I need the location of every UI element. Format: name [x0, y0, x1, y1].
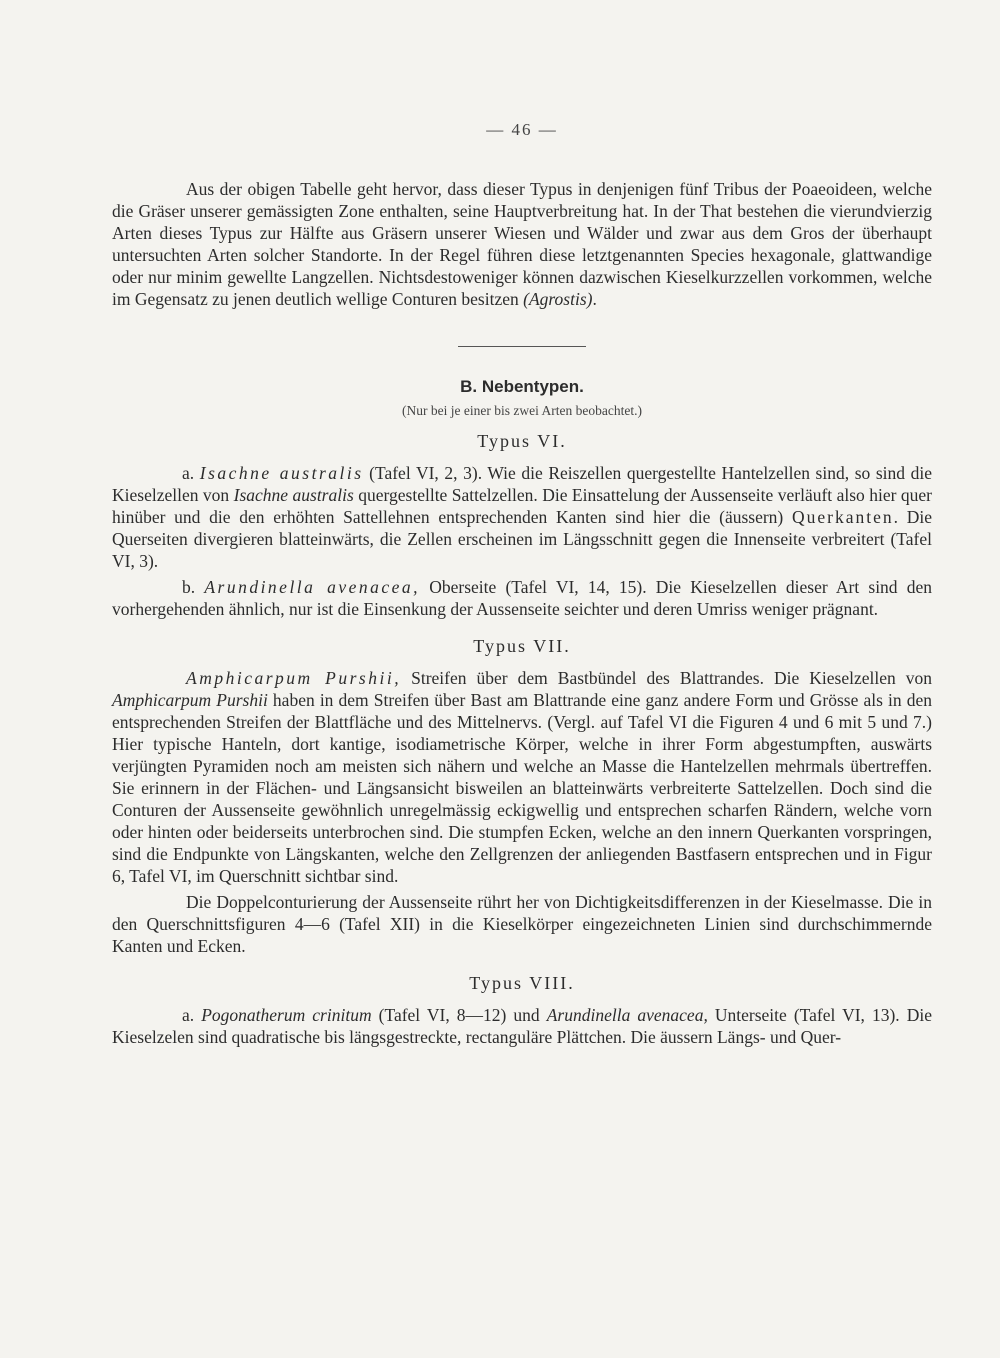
typus-6-a-spaced-term: Querkanten — [791, 507, 894, 527]
typus-6-b-species: Arundinella avenacea, — [204, 577, 421, 597]
typus-7-species: Amphicarpum Purshii, — [186, 668, 402, 688]
section-note: (Nur bei je einer bis zwei Arten beobachtet.) — [402, 403, 642, 418]
typus-6-b-text-1: Oberseite (Tafel VI, 14, 15). Die Kieselzellen dieser Art sind den vorhergehenden ähnlich, nur ist die Einsenkung der Aussenseite seichter und deren Umriss weniger prägnant. — [112, 577, 933, 619]
typus-6-a-species-italic: Isachne australis — [233, 485, 354, 505]
typus-7-text-2: haben in dem Streifen über Bast am Blattrande eine ganz andere Form und Grösse als in den entsprechenden Streifen der Blattfläche und des Mittelnervs. (Vergl. auf Tafel VI die Figuren 4 und 6 mit 5 und 7.) Hier typische Hanteln, dort kantige, isodiametrische Körper, welche in ihrer Form abgestumpften, auswärts verjüngten Pyramiden noch am meisten sich nähern und welche an Masse die Hantelzellen mehrmals übertreffen. Sie erinnern in der Flächen- und Längsansicht bisweilen an blatteinwärts verbreiterte Sattelzellen. Doch sind die Conturen der Aussenseite gewöhnlich unregelmässig eckigwellig und entsprechen scharfen Rändern, welche vorn oder hinten oder beiderseits unterbrochen sind. Die stumpfen Ecken, welche an den innern Querkanten vorspringen, sind die Endpunkte von Längskanten, welche den Zellgrenzen der anliegenden Bastfasern entsprechen und in Figur 6, Tafel VI, im Querschnitt sichtbar sind. — [112, 690, 932, 886]
section-title: B. Nebentypen. — [460, 377, 584, 396]
intro-genus: (Agrostis) — [523, 289, 593, 309]
intro-text: Aus der obigen Tabelle geht hervor, dass dieser Typus in denjenigen fünf Tribus der Poaeoideen, welche die Gräser unserer gemässigten Zone enthalten, seine Hauptverbreitung hat. In der That bestehen die vierundvierzig Arten dieses Typus zur Hälfte aus Gräsern unserer Wiesen und Wälder und zwar aus dem Gros der überhaupt untersuchten Arten solcher Standorte. In der Regel führen diese letztgenannten Species hexagonale, glattwandige oder nur minim gewellte Langzellen. Nichtsdestoweniger können dazwischen Kieselkurzzellen vorkommen, welche im Gegensatz zu jenen deutlich wellige Conturen besitzen — [112, 179, 932, 309]
typus-8-paragraph-a — [112, 1004, 932, 1048]
typus-7-paragraph-2: Die Doppelconturierung der Aussenseite rührt her von Dichtigkeitsdifferenzen in der Kieselmasse. Die in den Querschnittsfiguren 4—6 (Tafel XII) in die Kieselkörper eingezeichneten Linien sind durchschimmernde Kanten und Ecken. — [112, 892, 932, 956]
page-number: — 46 — — [486, 120, 558, 139]
typus-6-a-text-1: (Tafel VI, 2, 3). Wie die Reiszellen quergestellte Hantelzellen sind, so sind die Kieselzellen von — [112, 463, 932, 505]
typus-8-a-text-2: Unterseite (Tafel VI, 13). Die Kieselzelen sind quadratische bis längsgestreckte, rectanguläre Plättchen. Die äussern Längs- und Quer- — [112, 1005, 933, 1047]
section-divider — [458, 346, 586, 347]
typus-8-heading: Typus VIII. — [469, 973, 575, 993]
typus-8-a-text-1: (Tafel VI, 8—12) und — [371, 1005, 547, 1025]
typus-6-a-text-2: quergestellte Sattelzellen. Die Einsattelung der Aussenseite verläuft also hier quer hinüber und die den erhöhten Sattellehnen entsprechenden Kanten sind hier die (äussern) — [112, 485, 932, 527]
typus-7-species-italic: Amphicarpum Purshii — [112, 690, 268, 710]
intro-end: . — [592, 289, 597, 309]
typus-6-paragraph-b — [112, 576, 932, 620]
typus-6-b-label: b. — [182, 577, 196, 597]
typus-6-paragraph-a — [112, 462, 932, 572]
intro-paragraph — [112, 178, 932, 310]
typus-7-heading: Typus VII. — [473, 636, 571, 656]
typus-6-a-species: Isachne australis — [199, 463, 364, 483]
typus-8-a-label: a. — [182, 1005, 195, 1025]
typus-6-heading: Typus VI. — [477, 431, 567, 451]
typus-6-a-label: a. — [182, 463, 195, 483]
typus-8-a-species-2: Arundinella avenacea, — [546, 1005, 708, 1025]
typus-7-text-1: Streifen über dem Bastbündel des Blattrandes. Die Kieselzellen von — [401, 668, 932, 688]
typus-6-a-text-3: . Die Querseiten divergieren blatteinwärts, die Zellen erscheinen im Längsschnitt gegen die Innenseite verbreitert (Tafel VI, 3). — [112, 507, 932, 571]
typus-7-paragraph-1 — [112, 667, 932, 887]
typus-8-a-species: Pogonatherum crinitum — [201, 1005, 372, 1025]
